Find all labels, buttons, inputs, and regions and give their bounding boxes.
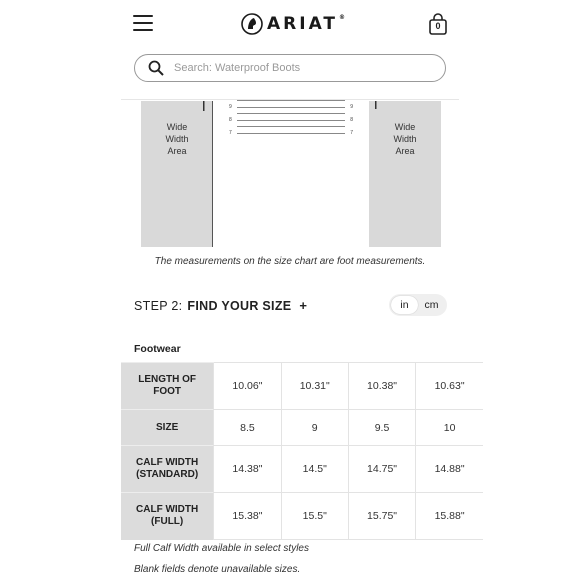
ruler-tick-row: 9 9 — [229, 104, 353, 110]
size-chart-table — [121, 362, 483, 540]
table-cell: 15.38" — [214, 493, 281, 540]
search-input[interactable] — [174, 62, 414, 74]
unit-in-button[interactable]: in — [391, 296, 418, 314]
expand-plus-icon[interactable]: + — [299, 298, 307, 313]
table-cell: 10.06" — [214, 363, 281, 410]
search-icon[interactable] — [148, 60, 164, 76]
table-row — [121, 363, 483, 410]
footnote-blank-fields: Blank fields denote unavailable sizes. — [134, 564, 301, 575]
diagram-note: The measurements on the size chart are foot measurements. — [154, 256, 426, 267]
step-2-heading[interactable] — [134, 298, 307, 313]
row-header: CALF WIDTH (FULL) — [121, 493, 214, 540]
horse-head-logo-icon — [241, 13, 263, 35]
row-header: LENGTH OF FOOT — [121, 363, 214, 410]
table-cell: 9.5 — [348, 410, 415, 446]
table-cell: 15.75" — [348, 493, 415, 540]
wide-width-area-right — [369, 101, 441, 247]
table-row — [121, 446, 483, 493]
ruler-tick-row: 7 7 — [229, 130, 353, 136]
unit-toggle — [389, 294, 447, 316]
table-row — [121, 493, 483, 540]
ruler-marker-left — [201, 101, 207, 113]
site-header — [121, 0, 459, 100]
table-cell: 10.63" — [416, 363, 483, 410]
table-cell: 10 — [416, 410, 483, 446]
table-cell: 14.75" — [348, 446, 415, 493]
step-title: FIND YOUR SIZE — [187, 298, 292, 313]
footnote-full-calf: Full Calf Width available in select styles — [134, 543, 309, 554]
ruler-marker-right — [373, 101, 379, 113]
app-frame — [121, 0, 465, 580]
table-cell: 15.5" — [281, 493, 348, 540]
bag-count-badge: 0 — [435, 21, 441, 31]
row-header: SIZE — [121, 410, 214, 446]
row-header: CALF WIDTH (STANDARD) — [121, 446, 214, 493]
table-cell: 14.88" — [416, 446, 483, 493]
table-cell: 15.88" — [416, 493, 483, 540]
footwear-section-title: Footwear — [134, 343, 181, 355]
wide-width-area-left — [141, 101, 213, 247]
table-cell: 10.38" — [348, 363, 415, 410]
search-bar[interactable] — [134, 54, 446, 82]
table-cell: 8.5 — [214, 410, 281, 446]
table-row — [121, 410, 483, 446]
step-prefix: STEP 2: — [134, 298, 183, 313]
shopping-bag-button[interactable] — [427, 12, 449, 36]
foot-width-diagram — [121, 101, 459, 267]
ariat-logo[interactable] — [241, 12, 348, 36]
table-cell: 14.5" — [281, 446, 348, 493]
table-cell: 9 — [281, 410, 348, 446]
logo-wordmark: ARIAT® — [267, 14, 349, 34]
hamburger-menu-icon[interactable] — [133, 15, 153, 31]
ruler-tick-row: 8 8 — [229, 117, 353, 123]
wide-width-label-left: Wide Width Area — [165, 122, 189, 156]
trademark-symbol: ® — [339, 14, 349, 21]
table-cell: 10.31" — [281, 363, 348, 410]
unit-cm-button[interactable]: cm — [424, 299, 439, 311]
wide-width-label-right: Wide Width Area — [393, 122, 417, 156]
table-cell: 14.38" — [214, 446, 281, 493]
diagram-edge-line-left — [212, 101, 213, 247]
